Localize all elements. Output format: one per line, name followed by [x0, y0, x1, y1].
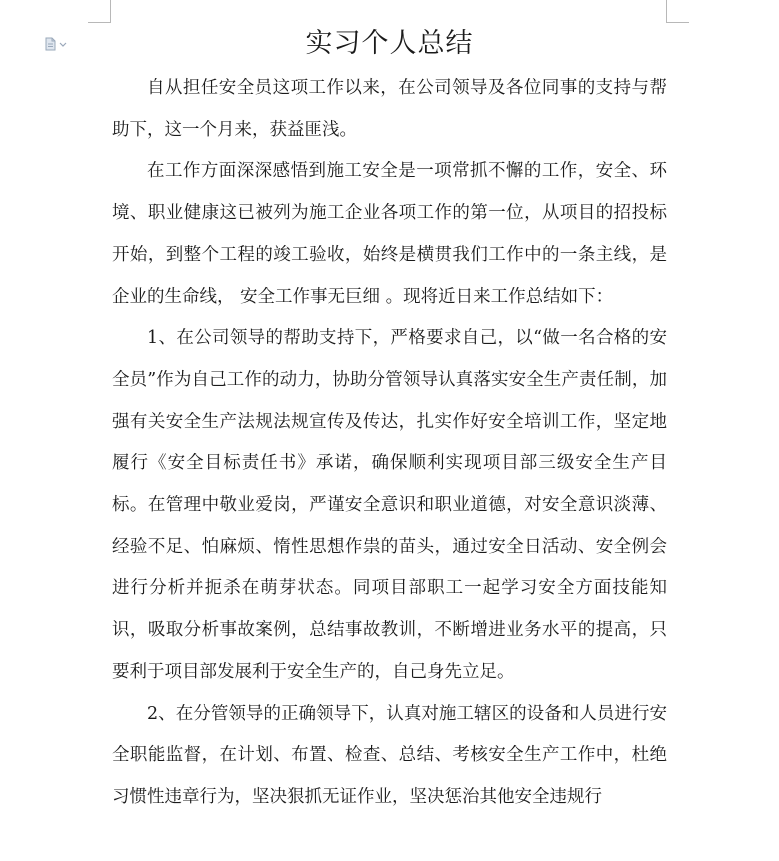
document-body	[112, 68, 667, 819]
document-title: 实习个人总结	[305, 28, 474, 59]
paragraph-item-1: 1、在公司领导的帮助支持下，严格要求自己，以“做一名合格的安全员”作为自己工作的动力，协助分管领导认真落实安全生产责任制，加强有关安全生产法规法规宣传及传达，扎实作好安全培训工作，坚定地履行《安全目标责任书》承诺，确保顺利实现项目部三级安全生产目标。在管理中敬业爱岗，严谨安全意识和职业道德，对安全意识淡薄、经验不足、怕麻烦、惰性思想作祟的苗头，通过安全日活动、安全例会进行分析并扼杀在萌芽状态。同项目部职工一起学习安全方面技能知识，吸取分析事故案例，总结事故教训，不断增进业务水平的提高，只要利于项目部发展利于安全生产的，自己身先立足。	[112, 328, 667, 682]
crop-mark-top-left	[88, 0, 111, 23]
crop-mark-top-right	[666, 0, 689, 23]
paragraph-intro: 自从担任安全员这项工作以来，在公司领导及各位同事的支持与帮助下，这一个月来，获益匪浅。	[112, 78, 667, 140]
paragraph-item-2: 2、在分管领导的正确领导下，认真对施工辖区的设备和人员进行安全职能监督，在计划、布置、检查、总结、考核安全生产工作中，杜绝习惯性违章行为，坚决狠抓无证作业，坚决惩治其他安全违规行	[112, 703, 667, 807]
paragraph-work-overview: 在工作方面深深感悟到施工安全是一项常抓不懈的工作，安全、环境、职业健康这已被列为施工企业各项工作的第一位，从项目的招投标开始，到整个工程的竣工验收，始终是横贯我们工作中的一条主线，是企业的生命线， 安全工作事无巨细 。现将近日来工作总结如下：	[112, 161, 667, 307]
